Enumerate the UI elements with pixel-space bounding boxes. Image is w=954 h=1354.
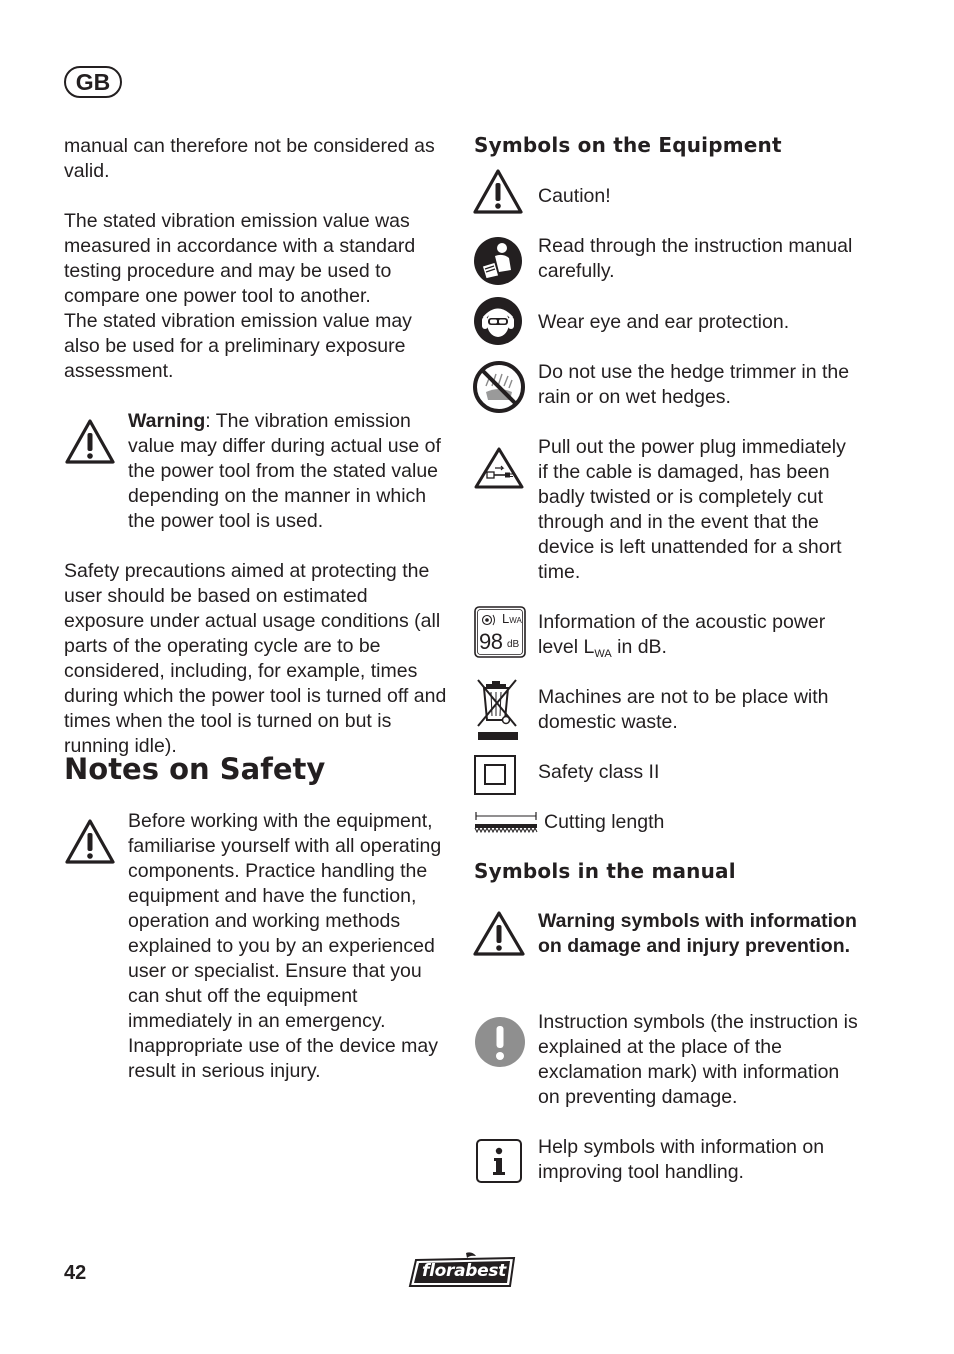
warning-paragraph	[128, 409, 450, 534]
paragraph-manual-validity: manual can therefore not be considered as valid.	[64, 135, 435, 182]
warning-label: Warning	[128, 410, 206, 432]
cutting-length-icon	[473, 810, 539, 836]
page-number: 42	[64, 1262, 87, 1284]
language-badge: GB	[64, 66, 122, 98]
equip-item-eye-ear: Wear eye and ear protection.	[538, 311, 790, 333]
sound-value: 98	[479, 629, 503, 654]
crossed-bin-icon	[474, 676, 522, 742]
equip-item-sound-power: Information of the acoustic power level $L_{WA}$ in dB.	[538, 611, 826, 660]
paragraph-vibration-measured: The stated vibration emission value was measured in accordance with a standard testing procedure and may be used to compare one power tool to another.	[64, 210, 416, 307]
pull-plug-icon	[473, 446, 525, 490]
sound-label: LWA	[502, 611, 522, 626]
warning-triangle-icon	[472, 910, 526, 958]
paragraph-safety-precautions: Safety precautions aimed at protecting the user should be based on estimated exposure under actual usage conditions (all parts of the operating cycle are to be considered, including, for example, times during which the power tool is turned off and times when the tool is turned on but is running idle).	[64, 560, 447, 757]
no-rain-icon	[472, 360, 526, 414]
notes-on-safety-text: Before working with the equipment, familiarise yourself with all operating components. Practice handling the equipment and have the function, operation and working methods explained to you by an experienced user or specialist. Ensure that you can shut off the equipment immediately in an emergency. Inappropriate use of the device may result in serious injury.	[128, 810, 442, 1082]
warning-triangle-icon	[64, 418, 116, 466]
warning-text: : The vibration emission value may differ during actual use of the power tool from the stated value depending on the manner in which the power tool is used.	[128, 410, 441, 532]
equip-item-waste: Machines are not to be place with domestic waste.	[538, 686, 829, 733]
brand-logo-text: florabest	[421, 1261, 506, 1281]
paragraph-vibration-exposure: The stated vibration emission value may also be used for a preliminary exposure assessment.	[64, 310, 412, 382]
eye-ear-protection-icon	[473, 296, 523, 346]
symbols-in-manual-heading: Symbols in the manual	[474, 859, 736, 883]
read-manual-icon	[473, 236, 523, 286]
equip-item-no-rain: Do not use the hedge trimmer in the rain or on wet hedges.	[538, 361, 850, 408]
equip-item-read-manual: Read through the instruction manual carefully.	[538, 235, 853, 282]
sound-unit: dB	[507, 639, 520, 650]
equip-item-pull-plug: Pull out the power plug immediately if the cable is damaged, has been badly twisted or is completely cut through and in the event that the device is left unattended for a short time.	[538, 436, 846, 583]
exclamation-circle-icon	[474, 1016, 526, 1068]
notes-on-safety-heading: Notes on Safety	[64, 752, 326, 786]
equip-item-cutting-length: Cutting length	[544, 811, 665, 833]
manual-item-help: Help symbols with information on improving tool handling.	[538, 1136, 825, 1183]
manual-item-warning: Warning symbols with information on damage and injury prevention.	[538, 910, 857, 957]
info-icon	[476, 1139, 522, 1183]
equip-item-safety-class: Safety class II	[538, 761, 660, 783]
warning-triangle-icon	[64, 818, 116, 866]
symbols-on-equipment-heading: Symbols on the Equipment	[474, 133, 782, 157]
caution-triangle-icon	[472, 168, 524, 216]
brand-logo	[406, 1252, 518, 1288]
equip-item-caution: Caution!	[538, 185, 611, 207]
sound-power-icon	[474, 606, 526, 658]
safety-class-ii-icon	[474, 755, 516, 795]
manual-item-instruction: Instruction symbols (the instruction is explained at the place of the exclamation mark) with information on preventing damage.	[538, 1011, 858, 1108]
